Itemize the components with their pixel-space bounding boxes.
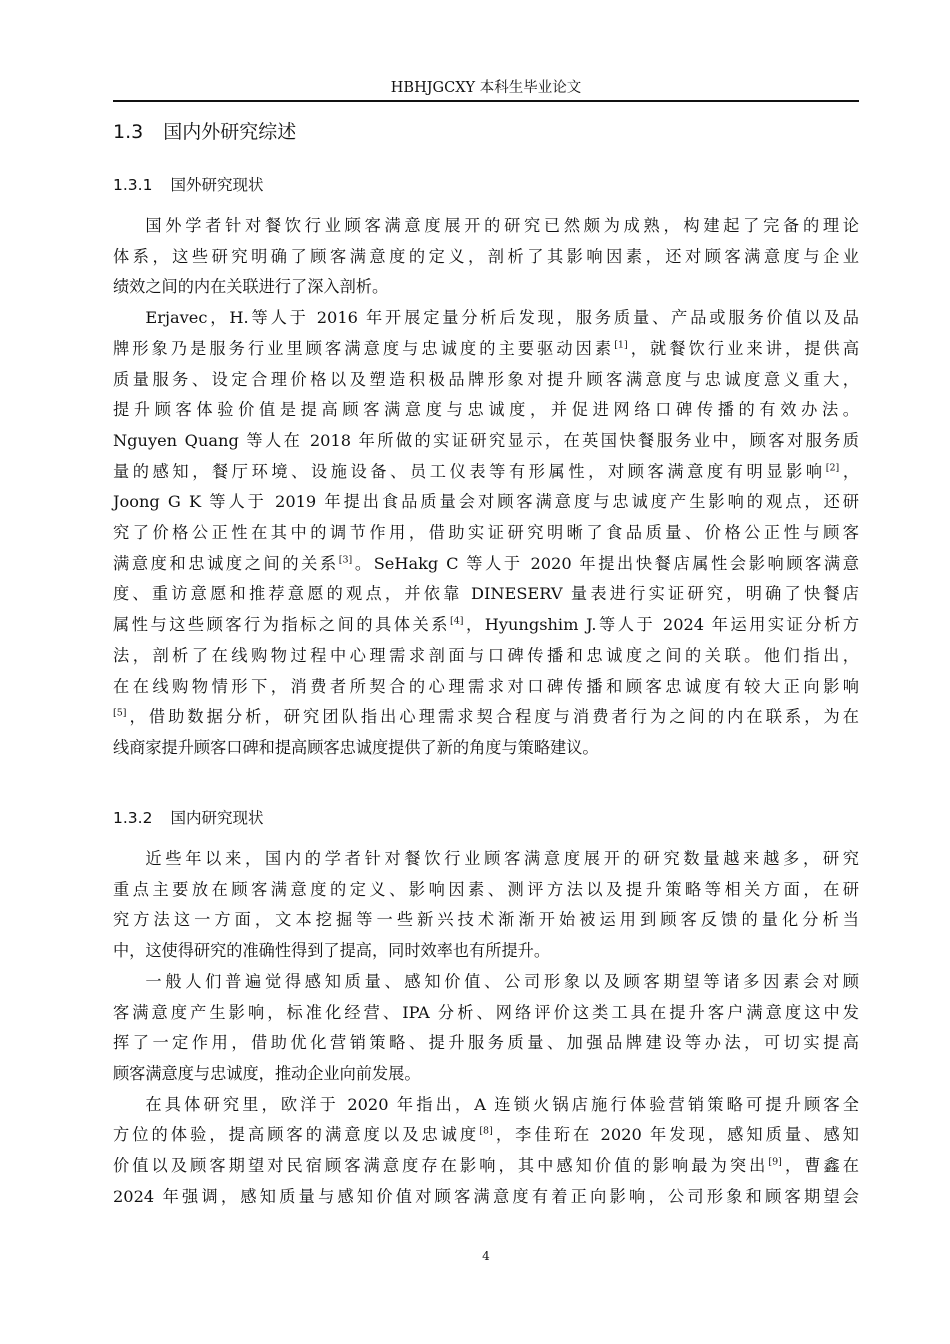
text-line: Erjavec，H.等人于 2016 年开展定量分析后发现，服务质量、产品或服务价值以及品	[145, 308, 859, 328]
header-rule	[113, 100, 859, 102]
text-line: 质量服务、设定合理价格以及塑造积极品牌形象对提升顾客满意度与忠诚度意义重大，	[113, 369, 859, 389]
citation[interactable]: [3]	[338, 554, 353, 566]
section-title: 国内外研究综述	[163, 121, 297, 143]
text-run: ，Hyungshim J.等人于 2024 年运用实证分析方	[463, 615, 860, 635]
text-line: 究了价格公正性在其中的调节作用，借助实证研究明晰了食品质量、价格公正性与顾客	[113, 523, 859, 543]
paragraph	[113, 211, 859, 303]
text-line: 提升顾客体验价值是提高顾客满意度与忠诚度，并促进网络口碑传播的有效办法。	[113, 400, 859, 420]
text-line	[113, 610, 859, 641]
foreign-research-body	[113, 211, 859, 764]
text-line	[113, 457, 859, 488]
subsection-number: 1.3.1	[113, 176, 153, 194]
text-line: 在具体研究里，欧洋于 2020 年指出，A 连锁火锅店施行体验营销策略可提升顾客全	[145, 1094, 859, 1114]
citation[interactable]: [4]	[450, 615, 464, 627]
running-header: HBHJGCXY 本科生毕业论文	[390, 80, 582, 96]
subsection-title: 国内研究现状	[170, 809, 264, 827]
text-run: ，李佳珩在 2020 年发现，感知质量、感知	[492, 1125, 859, 1145]
text-line: 客满意度产生影响，标准化经营、IPA 分析、网络评价这类工具在提升客户满意度这中发	[113, 1002, 859, 1022]
subsection-number: 1.3.2	[113, 809, 153, 827]
citation[interactable]: [5]	[113, 707, 127, 719]
text-line: 近些年以来，国内的学者针对餐饮行业顾客满意度展开的研究数量越来越多，研究	[145, 849, 859, 868]
text-line: 度、重访意愿和推荐意愿的观点，并依靠 DINESERV 量表进行实证研究，明确了快餐店	[113, 584, 859, 604]
text-line: 究方法这一方面，文本挖掘等一些新兴技术渐渐开始被运用到顾客反馈的量化分析当	[113, 910, 859, 930]
text-line: 国外学者针对餐饮行业顾客满意度展开的研究已然颇为成熟，构建起了完备的理论	[145, 216, 859, 235]
text-run: ，曹鑫在	[781, 1156, 859, 1176]
text-run: ，借助数据分析，研究团队指出心理需求契合程度与消费者行为之间的内在联系，为在	[126, 707, 859, 727]
domestic-research-body	[113, 844, 859, 1212]
text-run: ，就餐饮行业来讲，提供高	[627, 338, 860, 358]
text-run: 牌形象乃是服务行业里顾客满意度与忠诚度的主要驱动因素	[113, 338, 615, 358]
text-line	[113, 1151, 859, 1182]
document-page	[113, 0, 859, 1344]
text-line	[113, 549, 859, 580]
page-number: 4	[482, 1249, 490, 1263]
text-line: Joong G K 等人于 2019 年提出食品质量会对顾客满意度与忠诚度产生影响的观点，还研	[113, 492, 859, 512]
paragraph	[113, 303, 859, 764]
text-run: ，	[839, 461, 860, 481]
text-line	[113, 702, 859, 733]
text-run: 价值以及顾客期望对民宿顾客满意度存在影响，其中感知价值的影响最为突出	[113, 1156, 769, 1176]
citation[interactable]: [8]	[479, 1125, 493, 1137]
subsection-title: 国外研究现状	[170, 176, 264, 194]
text-line: 在在线购物情形下，消费者所契合的心理需求对口碑传播和顾客忠诚度有较大正向影响	[113, 676, 859, 696]
text-line: Nguyen Quang 等人在 2018 年所做的实证研究显示，在英国快餐服务业中，顾客对服务质	[113, 430, 859, 450]
citation[interactable]: [9]	[768, 1156, 782, 1168]
text-run: 方位的体验，提高顾客的满意度以及忠诚度	[113, 1125, 480, 1145]
paragraph	[113, 844, 859, 967]
text-line: 绩效之间的内在关联进行了深入剖析。	[113, 277, 389, 297]
text-run: 。SeHakg C 等人于 2020 年提出快餐店属性会影响顾客满意	[352, 553, 859, 573]
paragraph	[113, 967, 859, 1090]
text-line: 顾客满意度与忠诚度，推动企业向前发展。	[113, 1063, 421, 1083]
text-run: 满意度和忠诚度之间的关系	[113, 553, 339, 573]
text-line: 体系，这些研究明确了顾客满意度的定义，剖析了其影响因素，还对顾客满意度与企业	[113, 246, 859, 266]
text-run: 量的感知，餐厅环境、设施设备、员工仪表等有形属性，对顾客满意度有明显影响	[113, 461, 826, 481]
section-heading	[113, 119, 296, 145]
section-number: 1.3	[113, 121, 144, 143]
text-line: 2024 年强调，感知质量与感知价值对顾客满意度有着正向影响，公司形象和顾客期望会	[113, 1186, 859, 1206]
citation[interactable]: [2]	[825, 462, 840, 474]
text-line: 线商家提升顾客口碑和提高顾客忠诚度提供了新的角度与策略建议。	[113, 737, 599, 757]
subsection-heading-domestic	[113, 807, 263, 829]
paragraph	[113, 1090, 859, 1213]
text-line	[113, 334, 859, 365]
citation[interactable]: [1]	[614, 339, 628, 351]
text-run: 属性与这些顾客行为指标之间的具体关系	[113, 615, 450, 635]
text-line: 重点主要放在顾客满意度的定义、影响因素、测评方法以及提升策略等相关方面，在研	[113, 879, 859, 899]
text-line: 挥了一定作用，借助优化营销策略、提升服务质量、加强品牌建设等办法，可切实提高	[113, 1033, 859, 1053]
text-line: 法，剖析了在线购物过程中心理需求剖面与口碑传播和忠诚度之间的关联。他们指出，	[113, 645, 859, 665]
subsection-heading-foreign	[113, 174, 263, 196]
text-line	[113, 1120, 859, 1151]
text-line: 一般人们普遍觉得感知质量、感知价值、公司形象以及顾客期望等诸多因素会对顾	[145, 971, 859, 991]
text-line: 中，这使得研究的准确性得到了提高，同时效率也有所提升。	[113, 941, 551, 961]
